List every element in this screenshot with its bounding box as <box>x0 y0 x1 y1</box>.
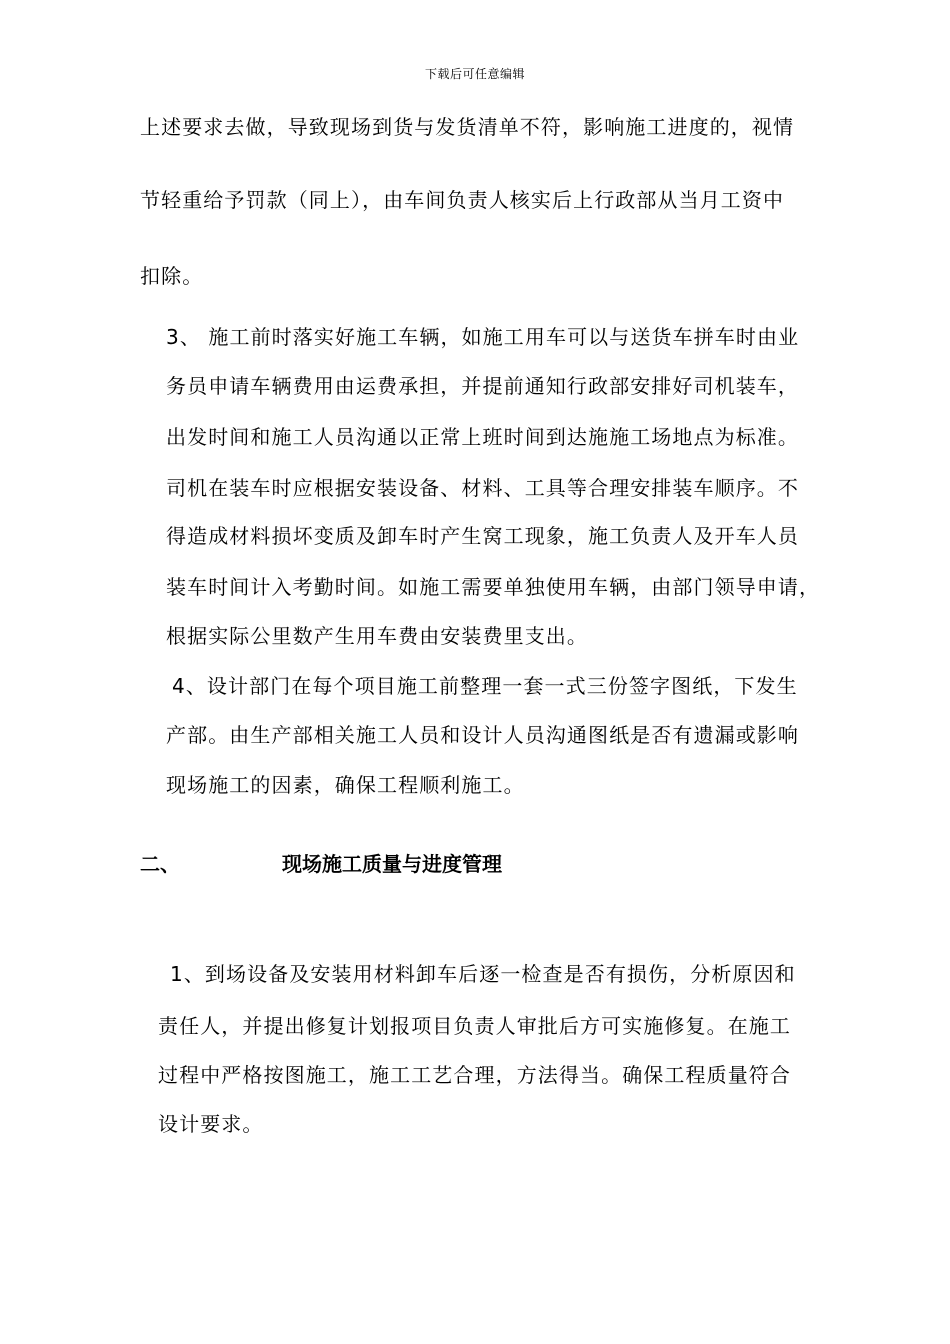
page-header: 下载后可任意编辑 <box>424 67 525 81</box>
item3-line-3: 出发时间和施工人员沟通以正常上班时间到达施施工场地点为标准。 <box>166 425 799 449</box>
intro-line-1: 上述要求去做，导致现场到货与发货清单不符，影响施工进度的，视情 <box>140 115 795 139</box>
item3-line-2: 务员申请车辆费用由运费承担，并提前通知行政部安排好司机装车， <box>166 374 799 398</box>
item4-line-2: 产部。由生产部相关施工人员和设计人员沟通图纸是否有遗漏或影响 <box>166 723 799 747</box>
intro-line-3: 扣除。 <box>140 264 204 288</box>
item3-line-5: 得造成材料损坏变质及卸车时产生窝工现象，施工负责人及开车人员 <box>166 524 799 548</box>
s2-item1-line-1: 1、到场设备及安装用材料卸车后逐一检查是否有损伤，分析原因和 <box>170 962 796 986</box>
s2-item1-line-3: 过程中严格按图施工，施工工艺合理，方法得当。确保工程质量符合 <box>158 1063 791 1087</box>
section2-number: 二、 <box>140 852 180 876</box>
intro-line-2: 节轻重给予罚款（同上），由车间负责人核实后上行政部从当月工资中 <box>140 188 785 212</box>
s2-item1-line-4: 设计要求。 <box>158 1112 264 1136</box>
item4-line-1: 4、设计部门在每个项目施工前整理一套一式三份签字图纸，下发生 <box>172 674 798 698</box>
item3-line-6: 装车时间计入考勤时间。如施工需要单独使用车辆，由部门领导申请， <box>166 575 821 599</box>
item3-line-1: 3、 施工前时落实好施工车辆，如施工用车可以与送货车拼车时由业 <box>166 325 800 349</box>
item4-line-3: 现场施工的因素，确保工程顺利施工。 <box>166 773 525 797</box>
s2-item1-line-2: 责任人，并提出修复计划报项目负责人审批后方可实施修复。在施工 <box>158 1014 791 1038</box>
section2-title: 现场施工质量与进度管理 <box>282 852 502 876</box>
item3-line-4: 司机在装车时应根据安装设备、材料、工具等合理安排装车顺序。不 <box>166 476 799 500</box>
item3-line-7: 根据实际公里数产生用车费由安装费里支出。 <box>166 624 588 648</box>
